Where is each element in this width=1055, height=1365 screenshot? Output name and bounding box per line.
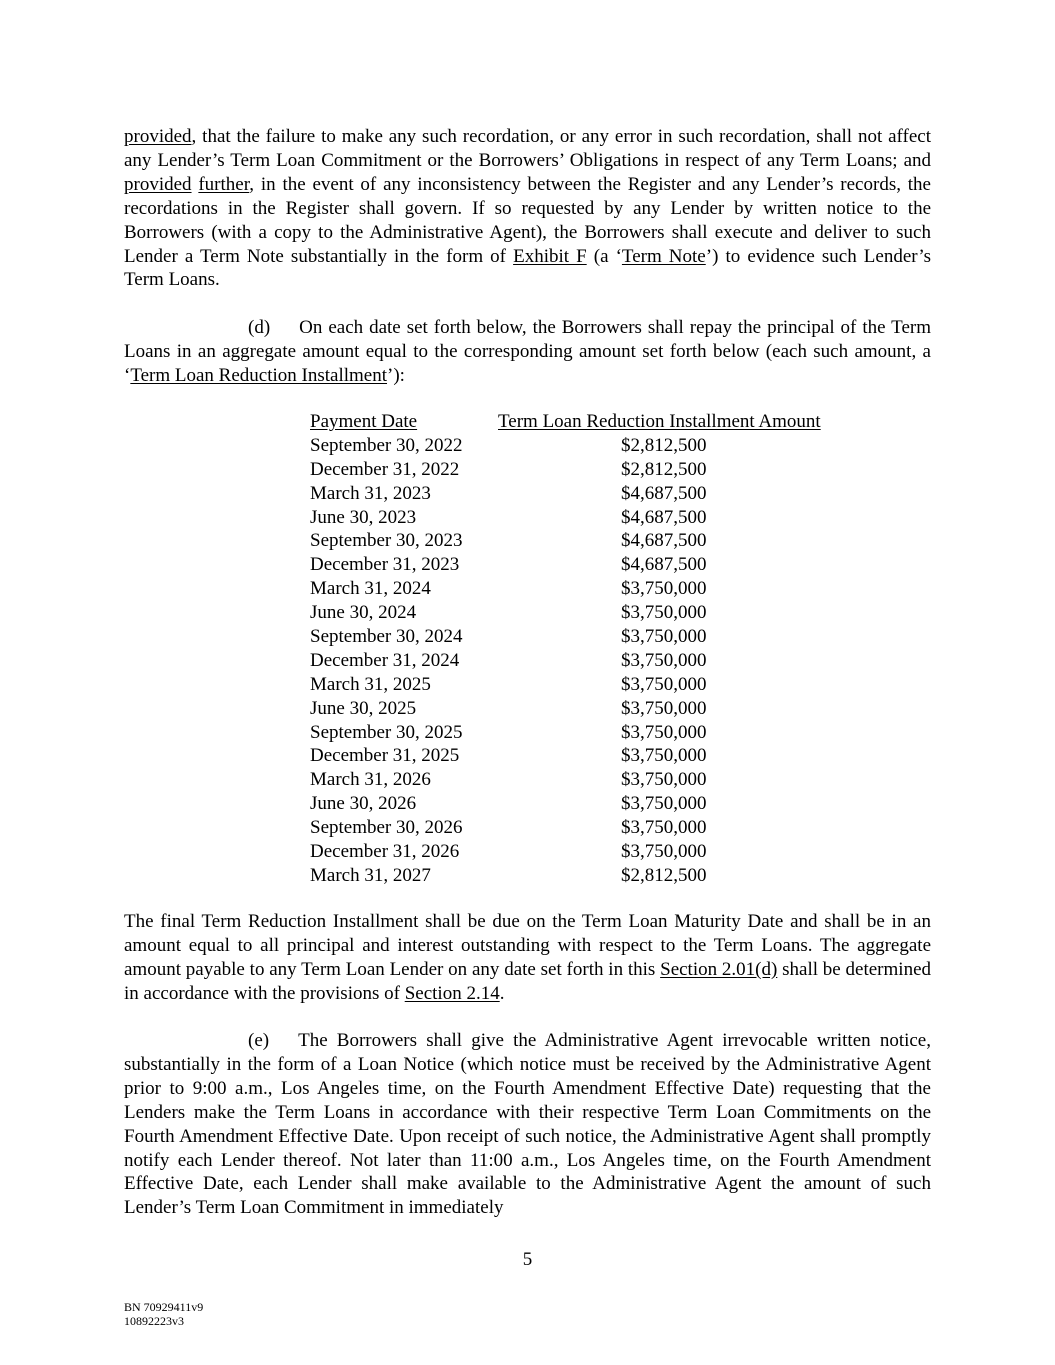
installment-amount: $3,750,000 (621, 745, 707, 767)
payment-date: December 31, 2025 (310, 745, 460, 767)
payment-date: June 30, 2023 (310, 506, 417, 528)
schedule-row (310, 625, 852, 649)
paragraph-d: (d) On each date set forth below, the Borrowers shall repay the principal of the Term Loans in an aggregate amount equal to the corresponding amount set forth below (each such amount, a ‘Term Loan Reduction Installment’): (124, 317, 931, 386)
schedule-row (310, 792, 852, 816)
footer-doc-id-2: 10892223v3 (124, 1314, 184, 1328)
payment-date: June 30, 2026 (310, 793, 417, 815)
schedule-row (310, 816, 852, 840)
defined-term-further: further (198, 173, 250, 195)
installment-amount: $2,812,500 (621, 458, 707, 480)
payment-date: September 30, 2026 (310, 817, 463, 839)
installment-amount: $3,750,000 (621, 697, 707, 719)
payment-date: December 31, 2023 (310, 554, 460, 576)
schedule-row (310, 482, 852, 506)
installment-amount: $4,687,500 (621, 554, 707, 576)
schedule-row (310, 840, 852, 864)
defined-term-term-note: Term Note (621, 245, 706, 267)
installment-amount: $2,812,500 (621, 434, 707, 456)
installment-amount: $4,687,500 (621, 530, 707, 552)
section-2-14-reference: Section 2.14 (404, 982, 500, 1004)
installment-amount: $3,750,000 (621, 626, 707, 648)
payment-date: September 30, 2025 (310, 721, 463, 743)
installment-amount: $3,750,000 (621, 793, 707, 815)
payment-date: September 30, 2022 (310, 434, 463, 456)
payment-date: June 30, 2024 (310, 602, 417, 624)
header-installment-amount: Term Loan Reduction Installment Amount (498, 411, 821, 432)
installment-amount: $3,750,000 (621, 602, 707, 624)
installment-amount: $3,750,000 (621, 673, 707, 695)
payment-date: December 31, 2024 (310, 649, 460, 671)
paragraph-final-installment: The final Term Reduction Installment shall be due on the Term Loan Maturity Date and shall be in an amount equal to all principal and interest outstanding with respect to the Term Loans. The aggregate amount payable to any Term Loan Lender on any date set forth in this Section 2.01(d) shall be determined in accordance with the provisions of Section 2.14. (124, 911, 932, 1004)
paragraph-register: provided, that the failure to make any such recordation, or any error in such recordation, shall not affect any Lender’s Term Loan Commitment or the Borrowers’ Obligations in respect of any Term Loans; and provided further, in the event of any inconsistency between the Register and any Lender’s records, the recordations in the Register shall govern. If so requested by any Lender by written notice to the Borrowers (with a copy to the Administrative Agent), the Borrowers shall execute and deliver to such Lender a Term Note substantially in the form of Exhibit F (a ‘Term Note’) to evidence such Lender’s Term Loans. (124, 126, 931, 291)
installment-amount: $3,750,000 (621, 841, 707, 863)
installment-amount: $2,812,500 (621, 864, 707, 886)
defined-term-provided: provided (124, 126, 192, 147)
clause-label-e: (e) (248, 1030, 270, 1051)
installment-amount: $3,750,000 (621, 578, 707, 600)
clause-label-d: (d) (248, 317, 271, 338)
schedule-row (310, 506, 852, 530)
payment-date: March 31, 2025 (310, 673, 431, 695)
schedule-row (310, 529, 852, 553)
payment-date: September 30, 2024 (310, 626, 463, 648)
payment-date: March 31, 2023 (310, 482, 431, 504)
installment-amount: $3,750,000 (621, 721, 707, 743)
payment-date: December 31, 2022 (310, 458, 460, 480)
installment-amount: $4,687,500 (621, 506, 707, 528)
schedule-row (310, 768, 852, 792)
schedule-row (310, 697, 852, 721)
installment-amount: $3,750,000 (621, 769, 707, 791)
schedule-row (310, 721, 852, 745)
schedule-row (310, 744, 852, 768)
installment-schedule-table (310, 410, 852, 888)
installment-amount: $3,750,000 (621, 649, 707, 671)
payment-date: June 30, 2025 (310, 697, 417, 719)
schedule-row (310, 601, 852, 625)
installment-amount: $4,687,500 (621, 482, 707, 504)
schedule-row (310, 864, 852, 888)
schedule-row (310, 434, 852, 458)
schedule-row (310, 649, 852, 673)
payment-date: March 31, 2026 (310, 769, 431, 791)
payment-date: September 30, 2023 (310, 530, 463, 552)
payment-date: March 31, 2024 (310, 578, 431, 600)
paragraph-e: (e) The Borrowers shall give the Administrative Agent irrevocable written notice, substantially in the form of a Loan Notice (which notice must be received by the Administrative Agent prior to 9:00 a.m., Los Angeles time, on the Fourth Amendment Effective Date) requesting that the Lenders make the Term Loans in accordance with their respective Term Loan Commitments on the Fourth Amendment Effective Date. Upon receipt of such notice, the Administrative Agent shall promptly notify each Lender thereof. Not later than 11:00 a.m., Los Angeles time, on the Fourth Amendment Effective Date, each Lender shall make available to the Administrative Agent the amount of such Lender’s Term Loan Commitment in immediately (124, 1030, 931, 1219)
installment-amount: $3,750,000 (621, 817, 707, 839)
defined-term-provided-2: provided (124, 173, 192, 195)
header-payment-date: Payment Date (310, 411, 418, 432)
footer-doc-id-1: BN 70929411v9 (124, 1300, 204, 1314)
defined-term-reduction-installment: Term Loan Reduction Installment (130, 364, 388, 386)
payment-date: March 31, 2027 (310, 864, 431, 886)
schedule-header-row (310, 410, 852, 434)
payment-date: December 31, 2026 (310, 841, 460, 863)
page-number: 5 (522, 1249, 533, 1270)
schedule-row (310, 553, 852, 577)
section-2-01-d-reference: Section 2.01(d) (660, 958, 778, 980)
exhibit-f-reference: Exhibit F (513, 245, 587, 267)
schedule-row (310, 458, 852, 482)
schedule-row (310, 577, 852, 601)
schedule-row (310, 673, 852, 697)
